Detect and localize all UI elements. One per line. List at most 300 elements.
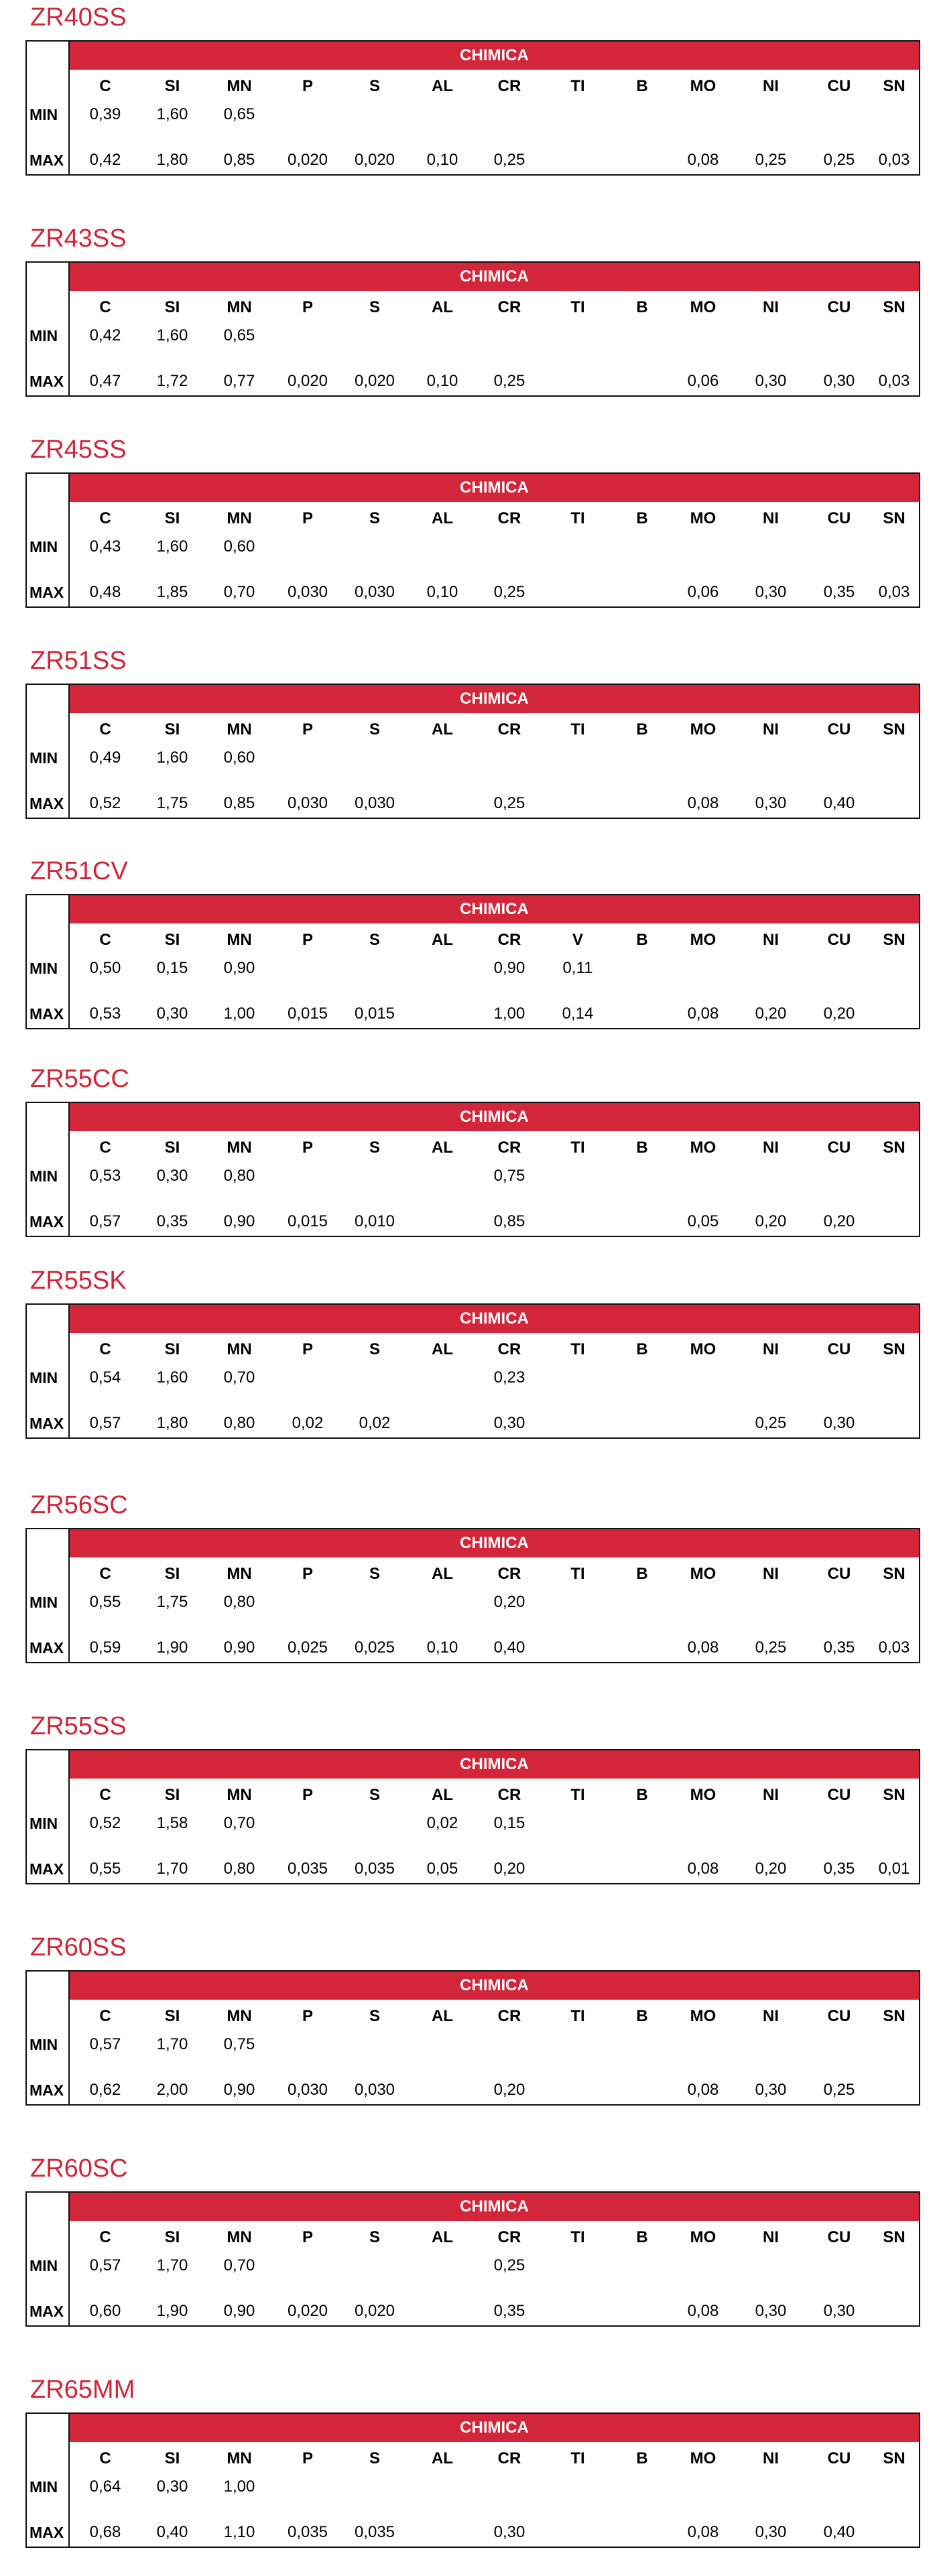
element-column-header: TI <box>570 298 585 316</box>
element-column-header: NI <box>763 720 779 738</box>
max-value: 0,25 <box>493 583 525 601</box>
min-row <box>27 2033 919 2056</box>
min-value: 0,57 <box>89 2035 121 2053</box>
row-label-min: MIN <box>29 1369 58 1387</box>
element-column-header: SI <box>164 1565 180 1583</box>
element-column-header: CU <box>827 77 851 95</box>
element-column-header: CR <box>497 77 521 95</box>
max-value: 0,59 <box>89 1638 121 1657</box>
element-header-row <box>27 1784 919 1807</box>
min-value: 0,43 <box>89 537 121 556</box>
element-column-header: P <box>302 1565 313 1583</box>
element-column-header: NI <box>763 1786 779 1804</box>
element-column-header: NI <box>763 509 779 527</box>
min-value: 0,80 <box>223 1593 255 1611</box>
grade-title: ZR40SS <box>30 3 127 31</box>
max-value: 0,10 <box>426 151 458 169</box>
element-column-header: C <box>99 720 111 738</box>
table-header-band: CHIMICA <box>70 1305 919 1333</box>
max-value: 0,035 <box>287 1860 328 1878</box>
max-value: 0,06 <box>687 583 719 601</box>
max-value: 0,80 <box>223 1860 255 1878</box>
element-column-header: AL <box>432 77 453 95</box>
max-value: 0,25 <box>493 372 525 390</box>
max-value: 0,03 <box>878 1638 910 1657</box>
min-value: 0,39 <box>89 105 121 123</box>
max-value: 0,90 <box>223 1638 255 1657</box>
min-row <box>27 103 919 126</box>
max-value: 1,90 <box>156 1638 188 1657</box>
grade-section <box>0 856 941 1057</box>
max-value: 0,05 <box>426 1860 458 1878</box>
table-header-band: CHIMICA <box>70 895 919 923</box>
max-value: 0,47 <box>89 372 121 390</box>
element-column-header: NI <box>763 77 779 95</box>
grade-title: ZR56SC <box>30 1491 128 1519</box>
element-column-header: AL <box>432 2007 453 2025</box>
element-header-row <box>27 296 919 319</box>
element-column-header: P <box>302 720 313 738</box>
element-column-header: CU <box>827 1139 851 1157</box>
element-column-header: AL <box>432 2228 453 2246</box>
max-value: 0,02 <box>359 1414 391 1432</box>
row-label-max: MAX <box>29 2081 64 2099</box>
max-value: 0,015 <box>287 1005 328 1023</box>
max-value: 0,020 <box>354 2302 395 2320</box>
grade-section <box>0 1266 941 1467</box>
min-value: 0,11 <box>562 959 593 977</box>
max-row <box>27 370 919 393</box>
max-value: 0,08 <box>687 1005 719 1023</box>
element-column-header: TI <box>570 77 585 95</box>
row-label-min: MIN <box>29 2478 58 2496</box>
element-column-header: B <box>636 1786 648 1804</box>
element-column-header: P <box>302 2007 313 2025</box>
element-column-header: MN <box>227 720 252 738</box>
min-value: 0,80 <box>223 1167 255 1185</box>
max-value: 0,25 <box>493 794 525 812</box>
min-row <box>27 535 919 558</box>
element-column-header: B <box>636 2449 648 2467</box>
max-row <box>27 149 919 172</box>
min-value: 0,15 <box>493 1814 525 1832</box>
min-value: 0,65 <box>223 326 255 344</box>
element-column-header: SN <box>883 1139 905 1157</box>
element-column-header: CU <box>827 931 851 949</box>
element-column-header: CR <box>497 1786 521 1804</box>
max-value: 0,015 <box>287 1212 328 1230</box>
element-column-header: SI <box>164 720 180 738</box>
grade-title: ZR60SC <box>30 2154 128 2183</box>
min-value: 0,25 <box>493 2256 525 2274</box>
max-value: 0,35 <box>823 1860 855 1878</box>
row-label-max: MAX <box>29 373 64 390</box>
min-value: 0,50 <box>89 959 121 977</box>
element-column-header: CU <box>827 1565 851 1583</box>
element-column-header: MN <box>227 2449 252 2467</box>
element-column-header: C <box>99 2449 111 2467</box>
element-column-header: SN <box>883 1340 905 1358</box>
element-column-header: MO <box>690 509 716 527</box>
element-column-header: B <box>636 1340 648 1358</box>
element-column-header: CU <box>827 2007 851 2025</box>
max-value: 0,25 <box>755 1638 787 1657</box>
max-value: 0,30 <box>755 2523 787 2541</box>
element-column-header: C <box>99 2228 111 2246</box>
element-column-header: CR <box>497 1565 521 1583</box>
max-value: 0,90 <box>223 2081 255 2099</box>
max-value: 0,35 <box>823 583 855 601</box>
table-header-band: CHIMICA <box>70 1750 919 1779</box>
element-column-header: CU <box>827 2449 851 2467</box>
composition-table <box>25 684 920 819</box>
grade-title: ZR51CV <box>30 857 128 885</box>
element-column-header: C <box>99 2007 111 2025</box>
grade-title: ZR55SK <box>30 1267 127 1295</box>
element-header-row <box>27 1563 919 1586</box>
element-column-header: TI <box>570 1565 585 1583</box>
element-column-header: P <box>302 509 313 527</box>
row-label-min: MIN <box>29 327 58 344</box>
element-column-header: S <box>369 509 380 527</box>
max-value: 0,40 <box>493 1638 525 1657</box>
grade-section <box>0 2375 941 2576</box>
element-column-header: MO <box>690 1340 716 1358</box>
element-column-header: TI <box>570 1786 585 1804</box>
max-value: 0,010 <box>354 1212 395 1230</box>
element-column-header: MO <box>690 77 716 95</box>
element-column-header: B <box>636 2228 648 2246</box>
element-column-header: P <box>302 77 313 95</box>
element-column-header: TI <box>570 2007 585 2025</box>
element-column-header: S <box>369 298 380 316</box>
element-column-header: SN <box>883 720 905 738</box>
grade-title: ZR55SS <box>30 1712 127 1740</box>
grade-section <box>0 646 941 847</box>
min-row <box>27 1165 919 1187</box>
min-value: 0,42 <box>89 326 121 344</box>
min-row <box>27 957 919 980</box>
max-value: 0,30 <box>755 2081 787 2099</box>
element-column-header: S <box>369 1565 380 1583</box>
element-column-header: MN <box>227 77 252 95</box>
element-header-row <box>27 2226 919 2249</box>
row-label-min: MIN <box>29 1815 58 1832</box>
grade-section <box>0 1712 941 1913</box>
min-row <box>27 1812 919 1835</box>
min-value: 0,57 <box>89 2256 121 2274</box>
grade-title: ZR43SS <box>30 224 127 253</box>
element-column-header: S <box>369 720 380 738</box>
max-value: 0,42 <box>89 151 121 169</box>
element-column-header: C <box>99 298 111 316</box>
element-column-header: S <box>369 2228 380 2246</box>
element-column-header: C <box>99 77 111 95</box>
max-value: 0,85 <box>493 1212 525 1230</box>
grade-section <box>0 2154 941 2355</box>
max-value: 0,30 <box>156 1005 188 1023</box>
element-column-header: AL <box>432 1139 453 1157</box>
element-column-header: B <box>636 1565 648 1583</box>
min-value: 1,60 <box>156 749 188 767</box>
element-column-header: MO <box>690 720 716 738</box>
element-header-row <box>27 1137 919 1159</box>
element-column-header: SI <box>164 298 180 316</box>
element-column-header: NI <box>763 1340 779 1358</box>
element-column-header: MN <box>227 2007 252 2025</box>
element-column-header: TI <box>570 2228 585 2246</box>
element-column-header: TI <box>570 2449 585 2467</box>
grade-section <box>0 224 941 425</box>
max-value: 0,53 <box>89 1005 121 1023</box>
max-value: 0,90 <box>223 1212 255 1230</box>
max-value: 1,75 <box>156 794 188 812</box>
element-column-header: B <box>636 1139 648 1157</box>
composition-table <box>25 261 920 397</box>
max-value: 0,20 <box>823 1005 855 1023</box>
composition-table <box>25 1303 920 1439</box>
min-value: 0,70 <box>223 1814 255 1832</box>
min-row <box>27 2475 919 2498</box>
max-row <box>27 2521 919 2544</box>
element-column-header: P <box>302 931 313 949</box>
max-value: 0,35 <box>823 1638 855 1657</box>
max-value: 0,30 <box>755 583 787 601</box>
max-value: 0,025 <box>287 1638 328 1657</box>
min-value: 0,70 <box>223 2256 255 2274</box>
min-value: 0,49 <box>89 749 121 767</box>
element-column-header: S <box>369 1340 380 1358</box>
element-column-header: C <box>99 509 111 527</box>
max-row <box>27 1210 919 1233</box>
max-value: 0,20 <box>755 1860 787 1878</box>
max-value: 1,10 <box>223 2523 255 2541</box>
max-value: 1,80 <box>156 1414 188 1432</box>
composition-table <box>25 472 920 608</box>
row-label-min: MIN <box>29 538 58 556</box>
max-value: 0,30 <box>493 1414 525 1432</box>
max-value: 0,030 <box>287 583 328 601</box>
max-value: 0,20 <box>823 1212 855 1230</box>
max-value: 0,40 <box>823 794 855 812</box>
min-value: 1,70 <box>156 2256 188 2274</box>
max-value: 1,85 <box>156 583 188 601</box>
row-label-min: MIN <box>29 2036 58 2053</box>
max-value: 0,68 <box>89 2523 121 2541</box>
element-column-header: NI <box>763 2228 779 2246</box>
max-value: 0,55 <box>89 1860 121 1878</box>
row-label-min: MIN <box>29 106 58 123</box>
min-value: 1,00 <box>223 2477 255 2496</box>
max-value: 0,30 <box>823 2302 855 2320</box>
element-column-header: CR <box>497 931 521 949</box>
element-column-header: NI <box>763 2007 779 2025</box>
element-column-header: AL <box>432 1565 453 1583</box>
row-label-min: MIN <box>29 749 58 767</box>
element-header-row <box>27 929 919 952</box>
min-value: 1,75 <box>156 1593 188 1611</box>
min-value: 0,55 <box>89 1593 121 1611</box>
table-header-band: CHIMICA <box>70 2193 919 2221</box>
element-column-header: CU <box>827 1340 851 1358</box>
max-row <box>27 1412 919 1435</box>
element-column-header: TI <box>570 1340 585 1358</box>
element-column-header: P <box>302 2449 313 2467</box>
grade-title: ZR55CC <box>30 1065 129 1093</box>
grade-title: ZR51SS <box>30 647 127 675</box>
max-value: 0,035 <box>354 2523 395 2541</box>
max-row <box>27 581 919 604</box>
element-column-header: CR <box>497 2228 521 2246</box>
element-column-header: SN <box>883 2007 905 2025</box>
grade-title: ZR65MM <box>30 2376 135 2404</box>
row-label-max: MAX <box>29 795 64 812</box>
max-value: 0,030 <box>287 794 328 812</box>
element-column-header: B <box>636 77 648 95</box>
element-column-header: CR <box>497 2449 521 2467</box>
max-value: 0,08 <box>687 2081 719 2099</box>
element-column-header: NI <box>763 931 779 949</box>
element-header-row <box>27 2005 919 2028</box>
element-column-header: V <box>572 931 583 949</box>
element-column-header: MO <box>690 1565 716 1583</box>
composition-table <box>25 2191 920 2327</box>
element-column-header: B <box>636 720 648 738</box>
element-column-header: CR <box>497 509 521 527</box>
row-label-max: MAX <box>29 151 64 169</box>
element-column-header: SN <box>883 931 905 949</box>
max-value: 0,85 <box>223 794 255 812</box>
max-value: 0,08 <box>687 2523 719 2541</box>
element-column-header: AL <box>432 1340 453 1358</box>
row-label-min: MIN <box>29 960 58 977</box>
row-label-max: MAX <box>29 1860 64 1878</box>
element-column-header: MN <box>227 2228 252 2246</box>
min-row <box>27 2254 919 2277</box>
max-row <box>27 1858 919 1880</box>
min-value: 0,30 <box>156 1167 188 1185</box>
max-value: 0,48 <box>89 583 121 601</box>
element-column-header: B <box>636 509 648 527</box>
row-label-min: MIN <box>29 1594 58 1611</box>
composition-table <box>25 1970 920 2106</box>
element-column-header: TI <box>570 720 585 738</box>
element-column-header: MO <box>690 1139 716 1157</box>
element-column-header: AL <box>432 298 453 316</box>
element-column-header: C <box>99 1786 111 1804</box>
max-value: 0,14 <box>562 1005 594 1023</box>
element-column-header: CU <box>827 720 851 738</box>
max-value: 0,08 <box>687 151 719 169</box>
element-column-header: C <box>99 1565 111 1583</box>
element-column-header: SN <box>883 1786 905 1804</box>
max-value: 0,30 <box>755 2302 787 2320</box>
max-value: 0,10 <box>426 1638 458 1657</box>
max-value: 0,62 <box>89 2081 121 2099</box>
composition-table <box>25 894 920 1029</box>
element-column-header: S <box>369 1139 380 1157</box>
element-column-header: SN <box>883 509 905 527</box>
element-column-header: CR <box>497 1340 521 1358</box>
max-value: 0,03 <box>878 372 910 390</box>
max-value: 0,020 <box>287 2302 328 2320</box>
min-value: 0,75 <box>493 1167 525 1185</box>
element-column-header: P <box>302 2228 313 2246</box>
element-header-row <box>27 718 919 741</box>
min-value: 1,60 <box>156 537 188 556</box>
max-row <box>27 2079 919 2102</box>
min-value: 1,60 <box>156 1368 188 1387</box>
row-label-min: MIN <box>29 1167 58 1185</box>
element-column-header: AL <box>432 2449 453 2467</box>
element-column-header: SI <box>164 1139 180 1157</box>
min-value: 0,75 <box>223 2035 255 2053</box>
element-column-header: CU <box>827 509 851 527</box>
grade-section <box>0 435 941 636</box>
min-value: 0,60 <box>223 749 255 767</box>
element-column-header: AL <box>432 720 453 738</box>
row-label-max: MAX <box>29 1639 64 1657</box>
min-value: 1,58 <box>156 1814 188 1832</box>
element-column-header: CR <box>497 720 521 738</box>
element-column-header: SI <box>164 2449 180 2467</box>
max-value: 0,25 <box>823 151 855 169</box>
min-value: 1,70 <box>156 2035 188 2053</box>
max-value: 0,10 <box>426 372 458 390</box>
min-row <box>27 324 919 347</box>
min-value: 0,53 <box>89 1167 121 1185</box>
table-header-band: CHIMICA <box>70 685 919 713</box>
element-column-header: SI <box>164 931 180 949</box>
max-value: 1,80 <box>156 151 188 169</box>
row-label-max: MAX <box>29 1213 64 1230</box>
max-row <box>27 1003 919 1025</box>
max-value: 0,01 <box>878 1860 910 1878</box>
grade-section <box>0 3 941 204</box>
table-header-band: CHIMICA <box>70 1972 919 2000</box>
max-value: 0,020 <box>354 372 395 390</box>
element-column-header: CR <box>497 298 521 316</box>
element-column-header: CU <box>827 2228 851 2246</box>
max-value: 0,30 <box>755 794 787 812</box>
grade-section <box>0 1490 941 1691</box>
max-value: 1,00 <box>493 1005 525 1023</box>
max-value: 0,020 <box>354 151 395 169</box>
element-column-header: MN <box>227 1139 252 1157</box>
element-column-header: SI <box>164 509 180 527</box>
max-value: 1,72 <box>156 372 188 390</box>
max-value: 0,08 <box>687 1638 719 1657</box>
min-value: 0,64 <box>89 2477 121 2496</box>
max-value: 1,00 <box>223 1005 255 1023</box>
element-column-header: SI <box>164 1786 180 1804</box>
min-value: 0,54 <box>89 1368 121 1387</box>
max-value: 0,25 <box>823 2081 855 2099</box>
table-header-band: CHIMICA <box>70 474 919 502</box>
element-column-header: B <box>636 2007 648 2025</box>
element-column-header: CU <box>827 1786 851 1804</box>
max-value: 0,40 <box>823 2523 855 2541</box>
min-value: 0,65 <box>223 105 255 123</box>
max-row <box>27 1636 919 1659</box>
max-value: 0,020 <box>287 151 328 169</box>
element-column-header: CU <box>827 298 851 316</box>
max-value: 0,30 <box>823 372 855 390</box>
min-value: 0,02 <box>426 1814 458 1832</box>
row-label-max: MAX <box>29 2303 64 2320</box>
max-value: 0,30 <box>755 372 787 390</box>
min-value: 0,15 <box>156 959 188 977</box>
